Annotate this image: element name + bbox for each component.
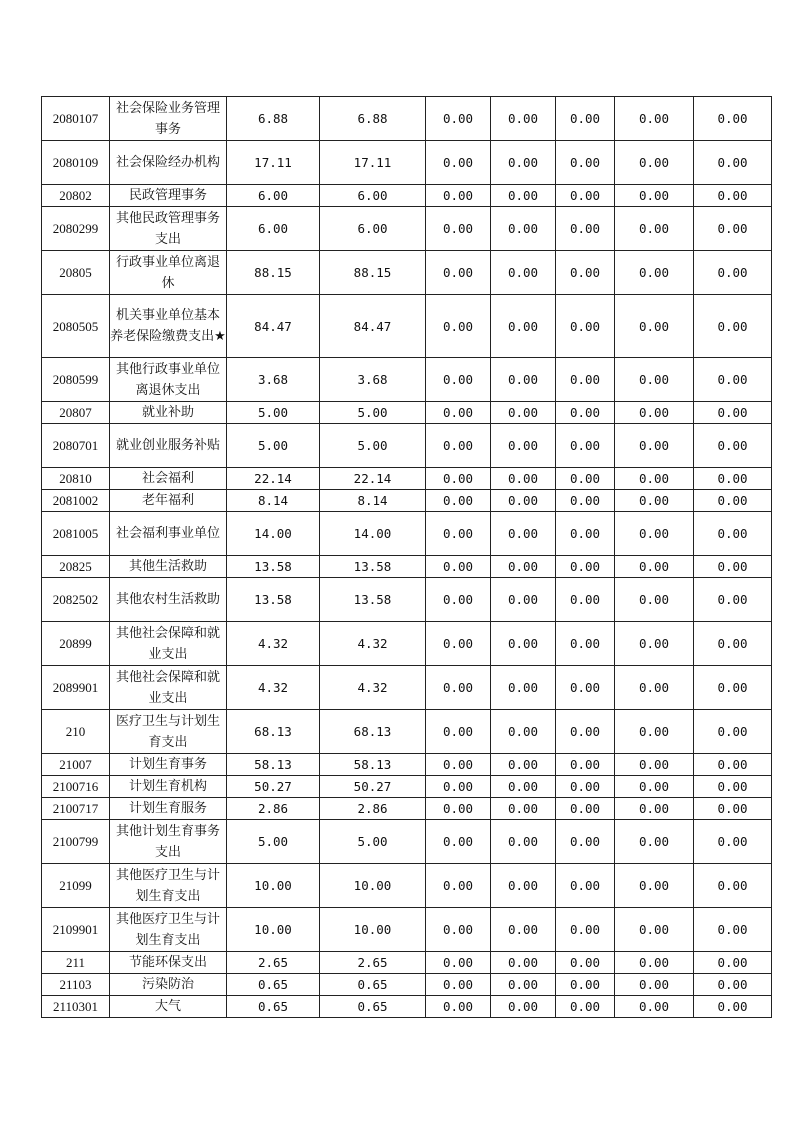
amount-col-6: 0.00 — [615, 251, 694, 295]
account-code: 2110301 — [42, 996, 110, 1018]
amount-col-6: 0.00 — [615, 996, 694, 1018]
table-row — [42, 710, 772, 754]
account-code: 21007 — [42, 754, 110, 776]
total-amount: 0.65 — [227, 996, 320, 1018]
account-code: 210 — [42, 710, 110, 754]
basic-expenditure: 13.58 — [320, 578, 426, 622]
amount-col-7: 0.00 — [694, 974, 772, 996]
account-name: 社会保险业务管理事务 — [110, 97, 227, 141]
table-row — [42, 490, 772, 512]
amount-col-3: 0.00 — [426, 578, 491, 622]
total-amount: 2.86 — [227, 798, 320, 820]
account-name: 民政管理事务 — [110, 185, 227, 207]
amount-col-3: 0.00 — [426, 207, 491, 251]
amount-col-5: 0.00 — [556, 820, 615, 864]
amount-col-6: 0.00 — [615, 622, 694, 666]
amount-col-5: 0.00 — [556, 295, 615, 358]
amount-col-5: 0.00 — [556, 207, 615, 251]
amount-col-7: 0.00 — [694, 512, 772, 556]
basic-expenditure: 10.00 — [320, 864, 426, 908]
amount-col-5: 0.00 — [556, 578, 615, 622]
amount-col-6: 0.00 — [615, 424, 694, 468]
table-row — [42, 622, 772, 666]
amount-col-7: 0.00 — [694, 207, 772, 251]
basic-expenditure: 17.11 — [320, 141, 426, 185]
amount-col-6: 0.00 — [615, 820, 694, 864]
account-code: 20899 — [42, 622, 110, 666]
account-code: 20810 — [42, 468, 110, 490]
amount-col-5: 0.00 — [556, 908, 615, 952]
account-code: 211 — [42, 952, 110, 974]
account-code: 2089901 — [42, 666, 110, 710]
basic-expenditure: 68.13 — [320, 710, 426, 754]
table-row — [42, 185, 772, 207]
amount-col-7: 0.00 — [694, 468, 772, 490]
amount-col-5: 0.00 — [556, 754, 615, 776]
account-code: 2081005 — [42, 512, 110, 556]
basic-expenditure: 2.86 — [320, 798, 426, 820]
account-name: 其他计划生育事务支出 — [110, 820, 227, 864]
amount-col-7: 0.00 — [694, 710, 772, 754]
amount-col-7: 0.00 — [694, 666, 772, 710]
amount-col-3: 0.00 — [426, 251, 491, 295]
amount-col-4: 0.00 — [491, 996, 556, 1018]
amount-col-4: 0.00 — [491, 776, 556, 798]
account-code: 2080701 — [42, 424, 110, 468]
basic-expenditure: 5.00 — [320, 402, 426, 424]
total-amount: 6.00 — [227, 207, 320, 251]
table-row — [42, 578, 772, 622]
amount-col-7: 0.00 — [694, 402, 772, 424]
account-code: 20807 — [42, 402, 110, 424]
amount-col-7: 0.00 — [694, 556, 772, 578]
amount-col-3: 0.00 — [426, 754, 491, 776]
amount-col-6: 0.00 — [615, 864, 694, 908]
account-name: 其他社会保障和就业支出 — [110, 622, 227, 666]
amount-col-6: 0.00 — [615, 908, 694, 952]
amount-col-5: 0.00 — [556, 622, 615, 666]
total-amount: 5.00 — [227, 820, 320, 864]
amount-col-6: 0.00 — [615, 512, 694, 556]
total-amount: 22.14 — [227, 468, 320, 490]
account-code: 2100799 — [42, 820, 110, 864]
amount-col-6: 0.00 — [615, 710, 694, 754]
account-name: 医疗卫生与计划生育支出 — [110, 710, 227, 754]
table-row — [42, 358, 772, 402]
table-row — [42, 251, 772, 295]
amount-col-4: 0.00 — [491, 295, 556, 358]
total-amount: 13.58 — [227, 578, 320, 622]
total-amount: 5.00 — [227, 402, 320, 424]
table-row — [42, 996, 772, 1018]
basic-expenditure: 13.58 — [320, 556, 426, 578]
amount-col-4: 0.00 — [491, 490, 556, 512]
amount-col-3: 0.00 — [426, 776, 491, 798]
amount-col-4: 0.00 — [491, 622, 556, 666]
basic-expenditure: 0.65 — [320, 996, 426, 1018]
total-amount: 68.13 — [227, 710, 320, 754]
amount-col-3: 0.00 — [426, 556, 491, 578]
account-code: 2080109 — [42, 141, 110, 185]
account-name: 其他农村生活救助 — [110, 578, 227, 622]
amount-col-7: 0.00 — [694, 295, 772, 358]
amount-col-4: 0.00 — [491, 424, 556, 468]
basic-expenditure: 6.88 — [320, 97, 426, 141]
table-row — [42, 512, 772, 556]
amount-col-5: 0.00 — [556, 996, 615, 1018]
amount-col-3: 0.00 — [426, 710, 491, 754]
basic-expenditure: 0.65 — [320, 974, 426, 996]
amount-col-5: 0.00 — [556, 666, 615, 710]
amount-col-4: 0.00 — [491, 952, 556, 974]
amount-col-5: 0.00 — [556, 141, 615, 185]
amount-col-4: 0.00 — [491, 820, 556, 864]
amount-col-3: 0.00 — [426, 141, 491, 185]
amount-col-4: 0.00 — [491, 185, 556, 207]
account-name: 社会福利 — [110, 468, 227, 490]
total-amount: 4.32 — [227, 622, 320, 666]
amount-col-6: 0.00 — [615, 295, 694, 358]
total-amount: 13.58 — [227, 556, 320, 578]
account-code: 2109901 — [42, 908, 110, 952]
amount-col-3: 0.00 — [426, 358, 491, 402]
amount-col-4: 0.00 — [491, 251, 556, 295]
basic-expenditure: 6.00 — [320, 207, 426, 251]
amount-col-7: 0.00 — [694, 622, 772, 666]
account-name: 其他行政事业单位离退休支出 — [110, 358, 227, 402]
account-name: 社会福利事业单位 — [110, 512, 227, 556]
account-name: 就业创业服务补贴 — [110, 424, 227, 468]
amount-col-3: 0.00 — [426, 468, 491, 490]
total-amount: 2.65 — [227, 952, 320, 974]
amount-col-4: 0.00 — [491, 864, 556, 908]
basic-expenditure: 4.32 — [320, 622, 426, 666]
amount-col-3: 0.00 — [426, 97, 491, 141]
account-code: 2100716 — [42, 776, 110, 798]
amount-col-7: 0.00 — [694, 424, 772, 468]
table-row — [42, 908, 772, 952]
amount-col-4: 0.00 — [491, 141, 556, 185]
table-row — [42, 424, 772, 468]
amount-col-5: 0.00 — [556, 358, 615, 402]
amount-col-5: 0.00 — [556, 776, 615, 798]
amount-col-6: 0.00 — [615, 468, 694, 490]
account-code: 21103 — [42, 974, 110, 996]
total-amount: 6.88 — [227, 97, 320, 141]
amount-col-4: 0.00 — [491, 207, 556, 251]
amount-col-5: 0.00 — [556, 952, 615, 974]
basic-expenditure: 84.47 — [320, 295, 426, 358]
total-amount: 17.11 — [227, 141, 320, 185]
table-row — [42, 207, 772, 251]
amount-col-4: 0.00 — [491, 798, 556, 820]
amount-col-7: 0.00 — [694, 490, 772, 512]
amount-col-6: 0.00 — [615, 952, 694, 974]
amount-col-6: 0.00 — [615, 141, 694, 185]
amount-col-7: 0.00 — [694, 97, 772, 141]
amount-col-4: 0.00 — [491, 556, 556, 578]
total-amount: 3.68 — [227, 358, 320, 402]
amount-col-4: 0.00 — [491, 358, 556, 402]
account-name: 老年福利 — [110, 490, 227, 512]
amount-col-7: 0.00 — [694, 798, 772, 820]
account-name: 其他社会保障和就业支出 — [110, 666, 227, 710]
amount-col-5: 0.00 — [556, 251, 615, 295]
table-row — [42, 974, 772, 996]
table-row — [42, 666, 772, 710]
amount-col-4: 0.00 — [491, 754, 556, 776]
amount-col-3: 0.00 — [426, 512, 491, 556]
account-code: 2080107 — [42, 97, 110, 141]
basic-expenditure: 4.32 — [320, 666, 426, 710]
account-code: 20802 — [42, 185, 110, 207]
amount-col-5: 0.00 — [556, 97, 615, 141]
budget-table — [41, 96, 772, 1018]
amount-col-3: 0.00 — [426, 996, 491, 1018]
account-code: 2080505 — [42, 295, 110, 358]
amount-col-7: 0.00 — [694, 578, 772, 622]
amount-col-5: 0.00 — [556, 512, 615, 556]
amount-col-4: 0.00 — [491, 402, 556, 424]
amount-col-3: 0.00 — [426, 185, 491, 207]
amount-col-4: 0.00 — [491, 908, 556, 952]
table-row — [42, 798, 772, 820]
amount-col-7: 0.00 — [694, 952, 772, 974]
amount-col-6: 0.00 — [615, 185, 694, 207]
amount-col-4: 0.00 — [491, 710, 556, 754]
table-row — [42, 295, 772, 358]
amount-col-7: 0.00 — [694, 776, 772, 798]
account-code: 2100717 — [42, 798, 110, 820]
table-row — [42, 141, 772, 185]
total-amount: 5.00 — [227, 424, 320, 468]
amount-col-6: 0.00 — [615, 666, 694, 710]
table-row — [42, 820, 772, 864]
amount-col-5: 0.00 — [556, 556, 615, 578]
amount-col-7: 0.00 — [694, 185, 772, 207]
total-amount: 8.14 — [227, 490, 320, 512]
amount-col-5: 0.00 — [556, 798, 615, 820]
table-row — [42, 754, 772, 776]
amount-col-6: 0.00 — [615, 578, 694, 622]
amount-col-3: 0.00 — [426, 864, 491, 908]
amount-col-5: 0.00 — [556, 710, 615, 754]
amount-col-4: 0.00 — [491, 97, 556, 141]
amount-col-7: 0.00 — [694, 820, 772, 864]
basic-expenditure: 5.00 — [320, 424, 426, 468]
account-code: 21099 — [42, 864, 110, 908]
amount-col-6: 0.00 — [615, 402, 694, 424]
account-name: 计划生育服务 — [110, 798, 227, 820]
amount-col-3: 0.00 — [426, 798, 491, 820]
account-name: 其他民政管理事务支出 — [110, 207, 227, 251]
amount-col-4: 0.00 — [491, 512, 556, 556]
account-name: 其他医疗卫生与计划生育支出 — [110, 908, 227, 952]
table-row — [42, 556, 772, 578]
total-amount: 14.00 — [227, 512, 320, 556]
account-name: 大气 — [110, 996, 227, 1018]
total-amount: 50.27 — [227, 776, 320, 798]
total-amount: 6.00 — [227, 185, 320, 207]
amount-col-7: 0.00 — [694, 358, 772, 402]
basic-expenditure: 14.00 — [320, 512, 426, 556]
amount-col-3: 0.00 — [426, 295, 491, 358]
amount-col-3: 0.00 — [426, 974, 491, 996]
total-amount: 10.00 — [227, 864, 320, 908]
amount-col-3: 0.00 — [426, 424, 491, 468]
amount-col-5: 0.00 — [556, 468, 615, 490]
amount-col-4: 0.00 — [491, 974, 556, 996]
basic-expenditure: 2.65 — [320, 952, 426, 974]
amount-col-7: 0.00 — [694, 141, 772, 185]
amount-col-7: 0.00 — [694, 996, 772, 1018]
account-code: 2081002 — [42, 490, 110, 512]
total-amount: 88.15 — [227, 251, 320, 295]
basic-expenditure: 22.14 — [320, 468, 426, 490]
account-name: 计划生育事务 — [110, 754, 227, 776]
total-amount: 84.47 — [227, 295, 320, 358]
account-name: 就业补助 — [110, 402, 227, 424]
amount-col-5: 0.00 — [556, 974, 615, 996]
total-amount: 4.32 — [227, 666, 320, 710]
amount-col-7: 0.00 — [694, 908, 772, 952]
amount-col-3: 0.00 — [426, 490, 491, 512]
table-row — [42, 468, 772, 490]
account-name: 节能环保支出 — [110, 952, 227, 974]
table-row — [42, 776, 772, 798]
basic-expenditure: 8.14 — [320, 490, 426, 512]
amount-col-5: 0.00 — [556, 490, 615, 512]
amount-col-3: 0.00 — [426, 908, 491, 952]
amount-col-7: 0.00 — [694, 754, 772, 776]
account-name: 计划生育机构 — [110, 776, 227, 798]
account-name: 社会保险经办机构 — [110, 141, 227, 185]
amount-col-6: 0.00 — [615, 776, 694, 798]
account-code: 20805 — [42, 251, 110, 295]
amount-col-3: 0.00 — [426, 622, 491, 666]
amount-col-3: 0.00 — [426, 952, 491, 974]
amount-col-6: 0.00 — [615, 556, 694, 578]
amount-col-3: 0.00 — [426, 402, 491, 424]
amount-col-3: 0.00 — [426, 666, 491, 710]
amount-col-5: 0.00 — [556, 185, 615, 207]
total-amount: 10.00 — [227, 908, 320, 952]
amount-col-4: 0.00 — [491, 666, 556, 710]
account-code: 2080299 — [42, 207, 110, 251]
basic-expenditure: 58.13 — [320, 754, 426, 776]
account-code: 20825 — [42, 556, 110, 578]
amount-col-6: 0.00 — [615, 207, 694, 251]
account-code: 2080599 — [42, 358, 110, 402]
amount-col-5: 0.00 — [556, 402, 615, 424]
amount-col-6: 0.00 — [615, 358, 694, 402]
amount-col-6: 0.00 — [615, 754, 694, 776]
amount-col-5: 0.00 — [556, 864, 615, 908]
amount-col-7: 0.00 — [694, 864, 772, 908]
amount-col-6: 0.00 — [615, 97, 694, 141]
account-name: 行政事业单位离退休 — [110, 251, 227, 295]
basic-expenditure: 3.68 — [320, 358, 426, 402]
basic-expenditure: 50.27 — [320, 776, 426, 798]
table-row — [42, 864, 772, 908]
account-name: 污染防治 — [110, 974, 227, 996]
basic-expenditure: 88.15 — [320, 251, 426, 295]
amount-col-7: 0.00 — [694, 251, 772, 295]
basic-expenditure: 6.00 — [320, 185, 426, 207]
account-name: 机关事业单位基本养老保险缴费支出★ — [110, 295, 227, 358]
amount-col-4: 0.00 — [491, 578, 556, 622]
table-row — [42, 97, 772, 141]
basic-expenditure: 5.00 — [320, 820, 426, 864]
amount-col-3: 0.00 — [426, 820, 491, 864]
basic-expenditure: 10.00 — [320, 908, 426, 952]
amount-col-6: 0.00 — [615, 974, 694, 996]
account-code: 2082502 — [42, 578, 110, 622]
amount-col-6: 0.00 — [615, 798, 694, 820]
total-amount: 0.65 — [227, 974, 320, 996]
amount-col-6: 0.00 — [615, 490, 694, 512]
amount-col-5: 0.00 — [556, 424, 615, 468]
account-name: 其他生活救助 — [110, 556, 227, 578]
amount-col-4: 0.00 — [491, 468, 556, 490]
table-row — [42, 402, 772, 424]
account-name: 其他医疗卫生与计划生育支出 — [110, 864, 227, 908]
total-amount: 58.13 — [227, 754, 320, 776]
table-row — [42, 952, 772, 974]
